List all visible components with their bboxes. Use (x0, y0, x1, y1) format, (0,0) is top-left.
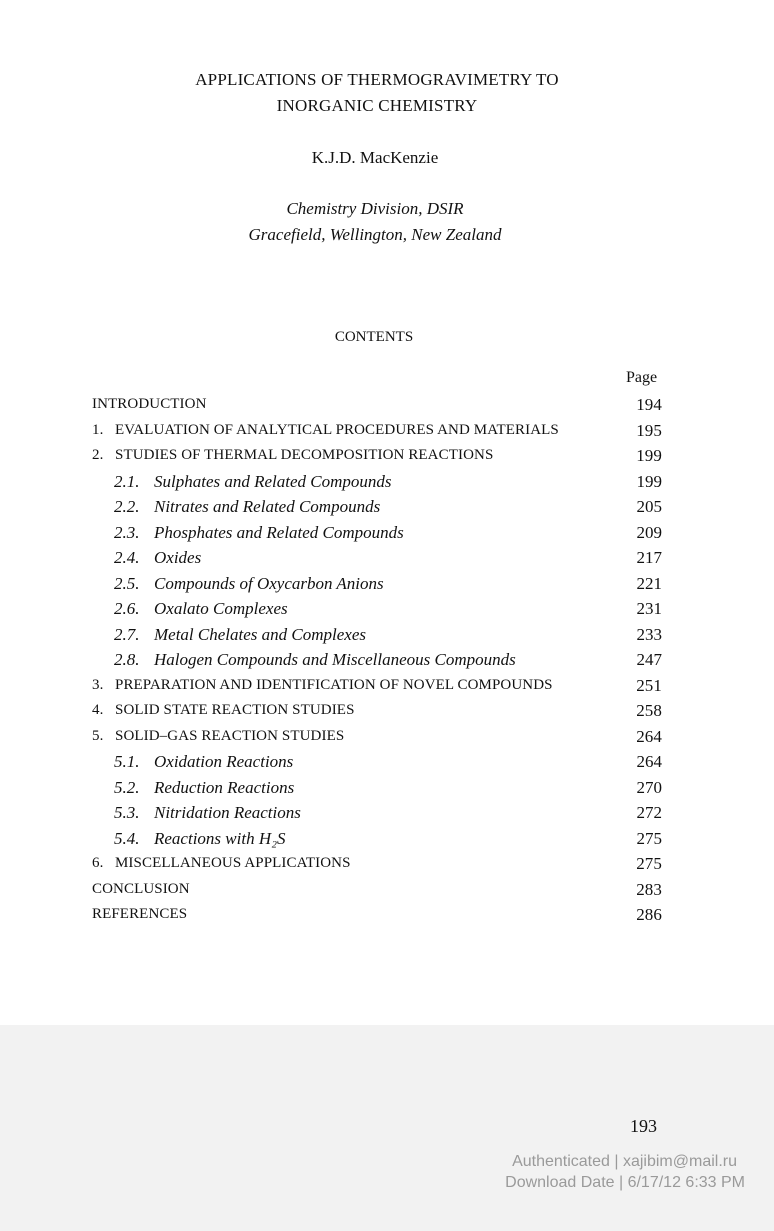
toc-entry-page: 221 (636, 573, 662, 593)
toc-entry-label: Oxides (154, 548, 202, 567)
toc-entry (92, 443, 662, 469)
toc-entry-label: MISCELLANEOUS APPLICATIONS (115, 855, 351, 871)
toc-subentry (92, 826, 662, 852)
toc-entry-label: EVALUATION OF ANALYTICAL PROCEDURES AND MATERIALS (115, 421, 559, 438)
toc-entry-number: 5.1. (114, 752, 140, 771)
toc-subentry (92, 800, 662, 826)
toc-entry-page: 275 (636, 828, 662, 848)
toc-entry-label: Sulphates and Related Compounds (154, 471, 392, 491)
toc-entry (92, 877, 662, 903)
toc-entry-number: 3. (92, 676, 104, 693)
toc-entry-number: 2.3. (114, 522, 140, 542)
toc-entry-label: Phosphates and Related Compounds (154, 522, 404, 542)
toc-entry-number: 2.5. (114, 573, 140, 593)
toc-entry-page: 217 (636, 548, 662, 567)
toc-entry-number: 2.1. (114, 471, 140, 491)
toc-entry-label: INTRODUCTION (92, 396, 207, 412)
toc-subentry (92, 494, 662, 520)
article-title-line-1: APPLICATIONS OF THERMOGRAVIMETRY TO (195, 70, 559, 89)
toc-entry-number: 2.6. (114, 599, 140, 618)
toc-entry-page: 264 (636, 726, 662, 746)
contents-heading: CONTENTS (334, 329, 414, 345)
toc-entry-label: STUDIES OF THERMAL DECOMPOSITION REACTIONS (115, 447, 494, 463)
toc-entry-label: SOLID STATE REACTION STUDIES (115, 702, 355, 718)
toc-subentry (92, 571, 662, 597)
toc-subentry (92, 749, 662, 775)
toc-subentry (92, 545, 662, 571)
toc-entry-page: 195 (636, 420, 662, 440)
toc-entry-number: 5.4. (114, 828, 140, 848)
affiliation-line-1: Chemistry Division, DSIR (286, 199, 464, 218)
toc-subentry (92, 647, 662, 673)
toc-entry-label: Halogen Compounds and Miscellaneous Compounds (154, 650, 516, 669)
affiliation-line-2: Gracefield, Wellington, New Zealand (248, 225, 502, 244)
toc-entry-page: 205 (636, 497, 662, 516)
page-column-heading: Page (626, 369, 658, 386)
toc-subentry (92, 596, 662, 622)
toc-entry-number: 2.4. (114, 548, 140, 567)
toc-entry-label: Oxalato Complexes (154, 599, 288, 618)
toc-entry-page: 231 (636, 599, 662, 618)
toc-subentry (92, 775, 662, 801)
toc-entry (92, 673, 662, 699)
toc-entry-number: 5.2. (114, 777, 140, 797)
toc-entry-label: SOLID–GAS REACTION STUDIES (115, 727, 345, 744)
toc-entry-page: 270 (636, 777, 662, 797)
toc-entry-page: 283 (636, 879, 662, 899)
toc-entry-page: 258 (636, 701, 662, 720)
page-number: 193 (630, 1116, 657, 1136)
toc-entry-label: Oxidation Reactions (154, 752, 294, 771)
toc-entry-page: 275 (636, 854, 662, 873)
toc-subentry (92, 622, 662, 648)
toc-entry-label: Metal Chelates and Complexes (154, 624, 366, 644)
toc-entry-number: 5.3. (114, 803, 140, 822)
toc-entry-label: Reduction Reactions (154, 777, 295, 797)
toc-entry-number: 5. (92, 727, 104, 744)
toc-entry-label: Nitridation Reactions (154, 803, 301, 822)
toc-entry (92, 851, 662, 877)
toc-entry-page: 272 (636, 803, 662, 822)
toc-entry (92, 392, 662, 418)
toc-entry-page: 264 (636, 752, 662, 771)
toc-entry-page: 233 (636, 624, 662, 644)
toc-entry-page: 199 (636, 471, 662, 491)
toc-entry-number: 1. (92, 421, 104, 438)
toc-entry-page: 209 (636, 522, 662, 542)
toc-entry-number: 2. (92, 447, 104, 463)
toc-entry-number: 2.2. (114, 497, 140, 516)
toc-entry-label: REFERENCES (92, 906, 188, 922)
toc-entry-number: 2.7. (114, 624, 140, 644)
toc-entry-label: CONCLUSION (92, 880, 190, 897)
article-title-line-2: INORGANIC CHEMISTRY (276, 96, 478, 115)
toc-entry-label: Nitrates and Related Compounds (154, 497, 381, 516)
table-of-contents (92, 392, 662, 928)
toc-entry-label: Reactions with H₂S (154, 828, 286, 848)
toc-entry-page: 247 (636, 650, 662, 669)
toc-subentry (92, 520, 662, 546)
toc-entry-number: 6. (92, 855, 104, 871)
toc-entry (92, 698, 662, 724)
toc-entry-page: 286 (636, 905, 662, 924)
toc-entry (92, 418, 662, 444)
toc-entry-label: Compounds of Oxycarbon Anions (154, 573, 384, 593)
toc-entry-number: 2.8. (114, 650, 140, 669)
toc-entry-page: 199 (636, 446, 662, 465)
author-name: K.J.D. MacKenzie (311, 148, 439, 167)
authentication-notice: Authenticated | xajibim@mail.ru (512, 1153, 737, 1170)
toc-entry-label: PREPARATION AND IDENTIFICATION OF NOVEL COMPOUNDS (115, 676, 553, 693)
download-date-notice: Download Date | 6/17/12 6:33 PM (505, 1174, 745, 1191)
toc-entry (92, 724, 662, 750)
toc-entry-number: 4. (92, 702, 104, 718)
toc-subentry (92, 469, 662, 495)
toc-entry (92, 902, 662, 928)
toc-entry-page: 194 (636, 395, 662, 414)
toc-entry-page: 251 (636, 675, 662, 695)
